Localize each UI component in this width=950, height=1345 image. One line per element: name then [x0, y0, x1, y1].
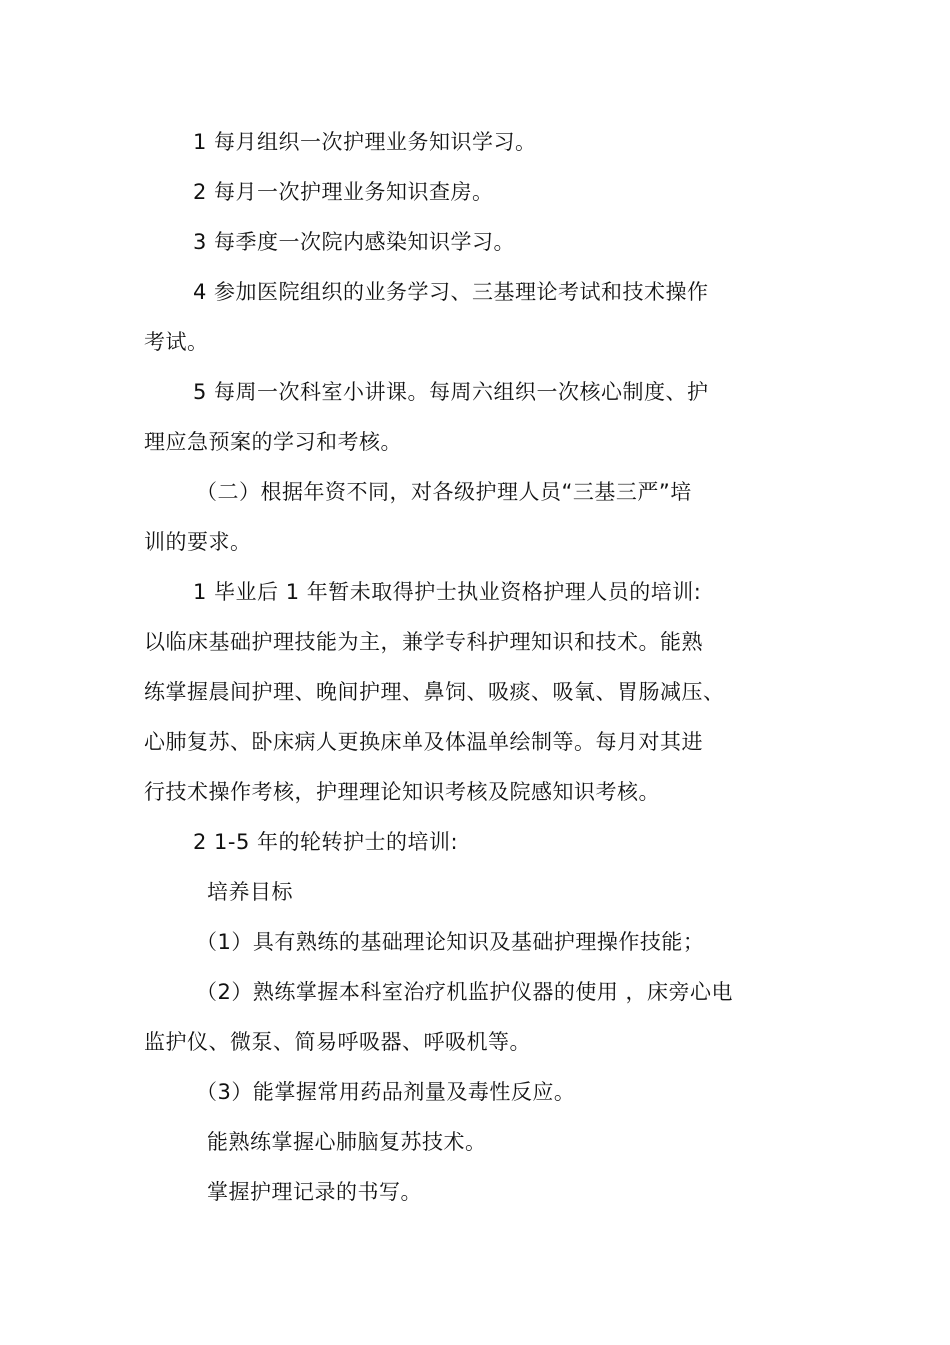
- text-line: 1 每月组织一次护理业务知识学习。: [193, 130, 537, 154]
- text-line: 培养目标: [207, 880, 293, 904]
- text-line: （2）熟练掌握本科室治疗机监护仪器的使用 ，床旁心电: [196, 980, 734, 1004]
- text-line: 2 1-5 年的轮转护士的培训:: [193, 830, 459, 854]
- text-line: 能熟练掌握心肺脑复苏技术。: [207, 1130, 487, 1154]
- section-heading: （二）根据年资不同，对各级护理人员“三基三严”培: [196, 480, 692, 504]
- text-line: （1）具有熟练的基础理论知识及基础护理操作技能；: [196, 930, 705, 954]
- text-line: 4 参加医院组织的业务学习、三基理论考试和技术操作: [193, 280, 709, 304]
- text-line: 训的要求。: [144, 530, 252, 554]
- text-line: 监护仪、微泵、简易呼吸器、呼吸机等。: [144, 1030, 531, 1054]
- text-line: 以临床基础护理技能为主，兼学专科护理知识和技术。能熟: [144, 630, 703, 654]
- text-line: 行技术操作考核，护理理论知识考核及院感知识考核。: [144, 780, 660, 804]
- text-line: 2 每月一次护理业务知识查房。: [193, 180, 494, 204]
- text-line: 3 每季度一次院内感染知识学习。: [193, 230, 516, 254]
- text-line: 掌握护理记录的书写。: [207, 1180, 422, 1204]
- text-line: 5 每周一次科室小讲课。每周六组织一次核心制度、护: [193, 380, 709, 404]
- text-line: 心肺复苏、卧床病人更换床单及体温单绘制等。每月对其进: [144, 730, 703, 754]
- text-line: （3）能掌握常用药品剂量及毒性反应。: [196, 1080, 576, 1104]
- text-line: 考试。: [144, 330, 209, 354]
- text-line: 理应急预案的学习和考核。: [144, 430, 402, 454]
- text-line: 练掌握晨间护理、晚间护理、鼻饲、吸痰、吸氧、胃肠减压、: [144, 680, 725, 704]
- text-line: 1 毕业后 1 年暂未取得护士执业资格护理人员的培训:: [193, 580, 702, 604]
